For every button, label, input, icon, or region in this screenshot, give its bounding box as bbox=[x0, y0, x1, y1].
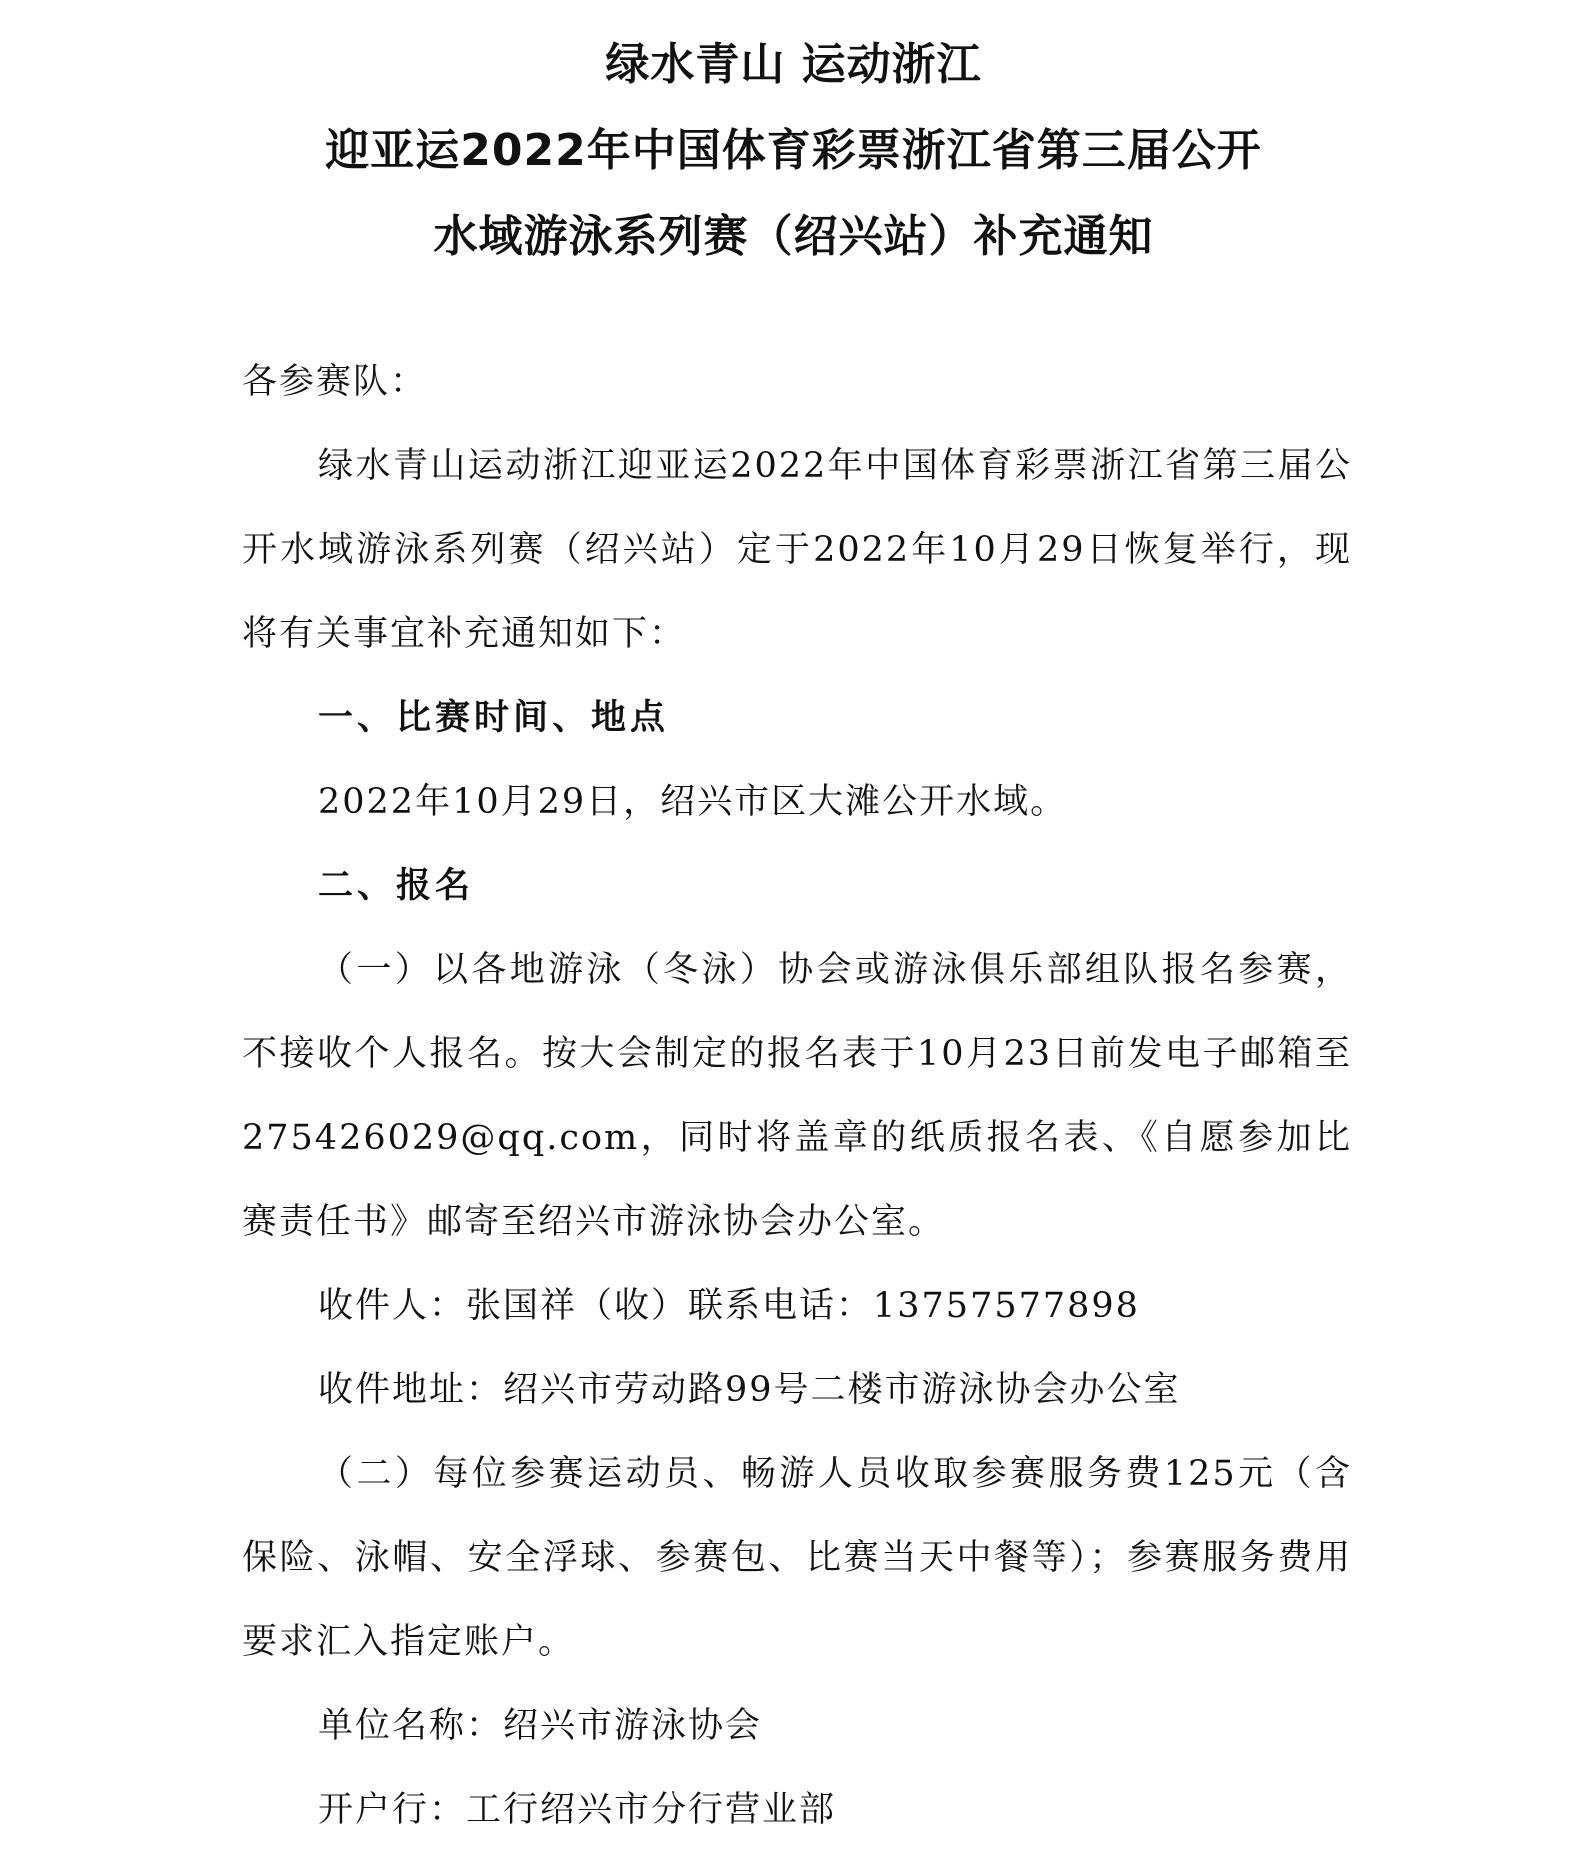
document-title bbox=[0, 22, 1587, 280]
title-line-1: 绿水青山 运动浙江 bbox=[605, 39, 982, 90]
section-2-heading: 二、报名 bbox=[318, 866, 475, 906]
address-line: 收件地址：绍兴市劳动路99号二楼市游泳协会办公室 bbox=[318, 1370, 1181, 1410]
section-1-heading: 一、比赛时间、地点 bbox=[318, 698, 670, 738]
section-1-text: 2022年10月29日，绍兴市区大滩公开水域。 bbox=[318, 782, 1068, 822]
title-line-3: 水域游泳系列赛（绍兴站）补充通知 bbox=[433, 211, 1154, 262]
salutation: 各参赛队： bbox=[242, 362, 428, 402]
document-body bbox=[242, 340, 1352, 1852]
intro-paragraph: 绿水青山运动浙江迎亚运2022年中国体育彩票浙江省第三届公开水域游泳系列赛（绍兴站）定于2022年10月29日恢复举行，现将有关事宜补充通知如下： bbox=[242, 446, 1352, 654]
bank-line: 开户行：工行绍兴市分行营业部 bbox=[318, 1790, 837, 1830]
section-2-item-1: （一）以各地游泳（冬泳）协会或游泳俱乐部组队报名参赛，不接收个人报名。按大会制定的报名表于10月23日前发电子邮箱至275426029@qq.com，同时将盖章的纸质报名表、《自愿参加比赛责任书》邮寄至绍兴市游泳协会办公室。 bbox=[242, 950, 1352, 1242]
title-line-2: 迎亚运2022年中国体育彩票浙江省第三届公开 bbox=[325, 125, 1262, 176]
unit-name-line: 单位名称：绍兴市游泳协会 bbox=[318, 1706, 763, 1746]
section-2-item-2: （二）每位参赛运动员、畅游人员收取参赛服务费125元（含保险、泳帽、安全浮球、参赛包、比赛当天中餐等）；参赛服务费用要求汇入指定账户。 bbox=[242, 1454, 1352, 1662]
recipient-line: 收件人：张国祥（收）联系电话：13757577898 bbox=[318, 1286, 1140, 1326]
